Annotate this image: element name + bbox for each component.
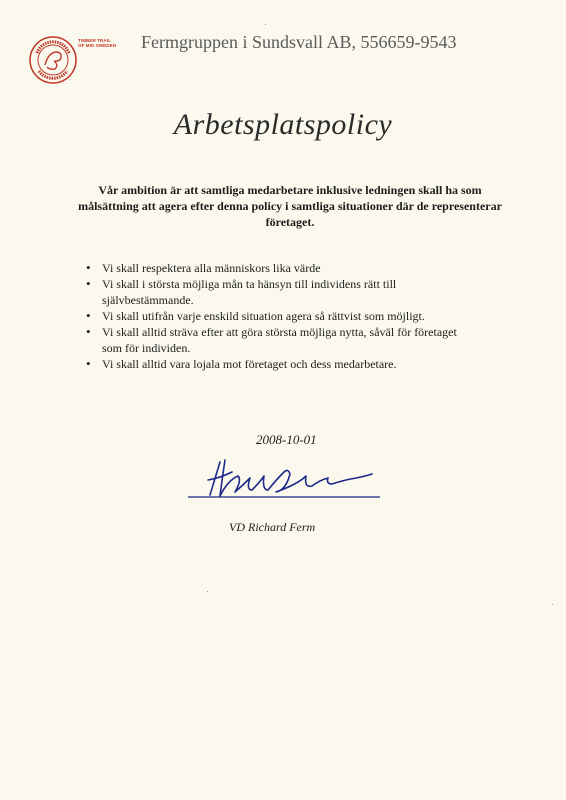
document-title: Arbetsplatspolicy xyxy=(173,108,393,141)
intro-paragraph: Vår ambition är att samtliga medarbetare inklusive ledningen skall ha som målsättning att agera efter denna policy i samtliga situationer där de representerar företaget. xyxy=(78,183,502,229)
policy-item: • Vi skall utifrån varje enskild situation agera så rättvist som möjligt. xyxy=(102,308,462,324)
policy-item: • Vi skall alltid sträva efter att göra största möjliga nytta, såväl för företaget som för individen. xyxy=(102,324,462,356)
policy-list xyxy=(102,260,462,372)
paper-speck xyxy=(265,24,266,25)
signature-date: 2008-10-01 xyxy=(256,432,317,447)
policy-item: • Vi skall i största möjliga mån ta hänsyn till individens rätt till självbestämmande. xyxy=(102,276,462,308)
logo-tagline-line2: OF MID SWEDEN xyxy=(78,43,117,48)
company-name: Fermgruppen i Sundsvall AB, 556659-9543 xyxy=(141,32,457,52)
signer-name: VD Richard Ferm xyxy=(229,520,316,534)
logo-tagline-line1: TIMBER TRAIL xyxy=(78,38,111,43)
company-logo xyxy=(28,35,78,85)
logo-tagline xyxy=(78,38,116,48)
paper-speck xyxy=(207,591,208,592)
paper-speck xyxy=(552,604,553,605)
policy-item: • Vi skall alltid vara lojala mot företaget och dess medarbetare. xyxy=(102,356,462,372)
policy-item: • Vi skall respektera alla människors lika värde xyxy=(102,260,462,276)
handwritten-signature xyxy=(180,450,390,510)
